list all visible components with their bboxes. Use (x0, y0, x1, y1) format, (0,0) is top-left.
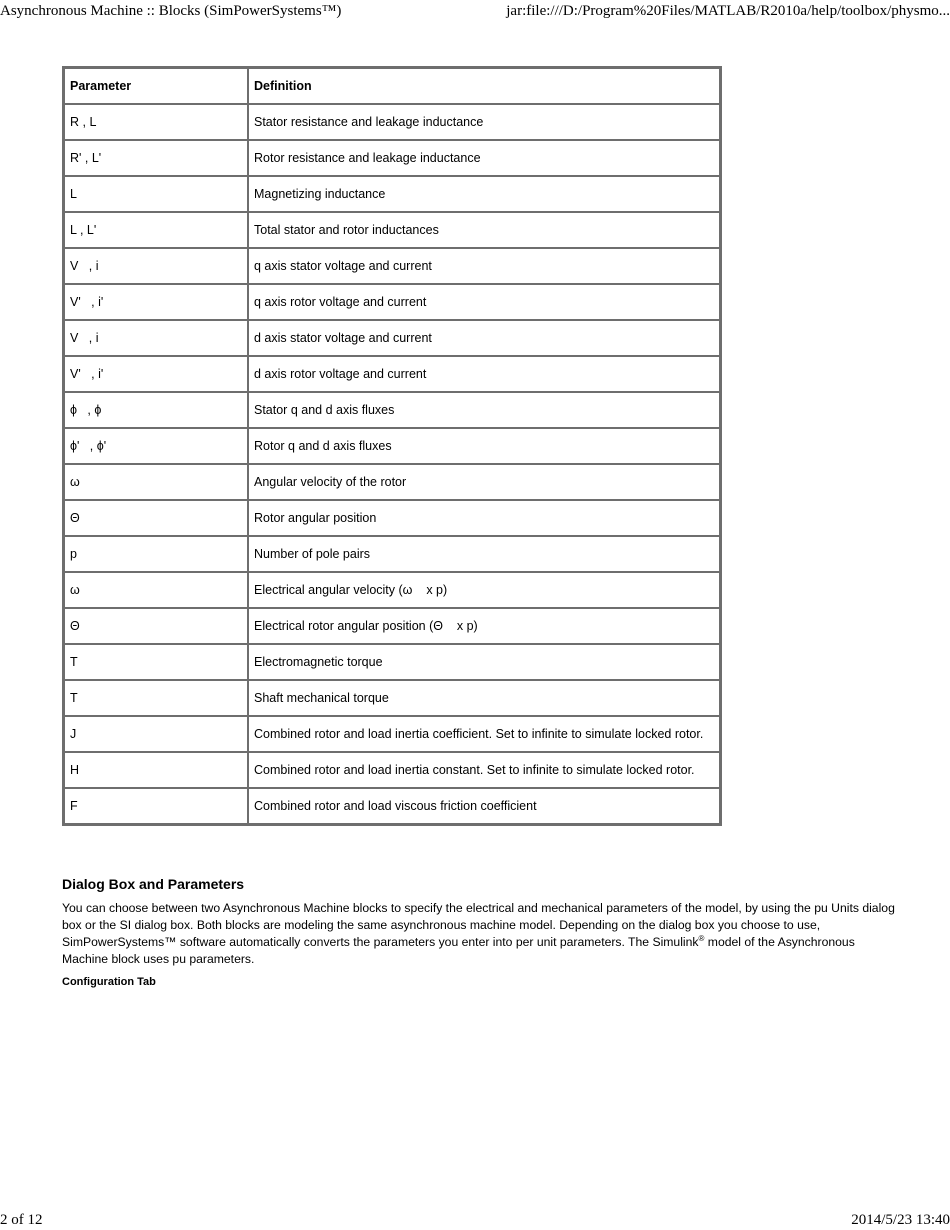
definition-cell: Rotor q and d axis fluxes (248, 428, 720, 464)
parameter-cell: R , L (64, 104, 248, 140)
parameter-cell: p (64, 536, 248, 572)
definition-cell: d axis rotor voltage and current (248, 356, 720, 392)
parameter-cell: R' , L' (64, 140, 248, 176)
parameter-cell: ϕ , ϕ (64, 392, 248, 428)
definition-cell: Rotor angular position (248, 500, 720, 536)
table-row (64, 248, 720, 284)
definition-cell: Shaft mechanical torque (248, 680, 720, 716)
parameter-cell: ϕ' , ϕ' (64, 428, 248, 464)
parameter-cell: T (64, 680, 248, 716)
print-footer (0, 1210, 950, 1230)
table-row (64, 680, 720, 716)
table-row (64, 392, 720, 428)
parameter-cell: ω (64, 572, 248, 608)
definition-cell: Total stator and rotor inductances (248, 212, 720, 248)
table-row (64, 320, 720, 356)
parameter-cell: V' , i' (64, 356, 248, 392)
column-header-parameter: Parameter (64, 68, 248, 104)
parameter-cell: J (64, 716, 248, 752)
paragraph-text-2: model of the Asynchronous Machine block uses pu parameters. (62, 935, 855, 966)
definition-cell: Magnetizing inductance (248, 176, 720, 212)
document-url: jar:file:///D:/Program%20Files/MATLAB/R2010a/help/toolbox/physmo... (506, 3, 950, 19)
definition-cell: Stator resistance and leakage inductance (248, 104, 720, 140)
parameter-cell: L (64, 176, 248, 212)
parameter-cell: V , i (64, 320, 248, 356)
parameter-cell: Θ (64, 500, 248, 536)
column-header-definition: Definition (248, 68, 720, 104)
parameter-cell: F (64, 788, 248, 824)
table-row (64, 752, 720, 788)
definition-cell: Stator q and d axis fluxes (248, 392, 720, 428)
subsection-heading: Configuration Tab (62, 976, 156, 988)
parameter-cell: H (64, 752, 248, 788)
table-row (64, 104, 720, 140)
parameter-cell: V , i (64, 248, 248, 284)
table-row (64, 356, 720, 392)
table-row (64, 572, 720, 608)
print-header (0, 0, 950, 22)
print-timestamp: 2014/5/23 13:40 (851, 1212, 950, 1228)
table-header-row (64, 68, 720, 104)
definition-cell: Combined rotor and load viscous friction coefficient (248, 788, 720, 824)
document-title: Asynchronous Machine :: Blocks (SimPowerSystems™) (0, 3, 342, 19)
definition-cell: q axis rotor voltage and current (248, 284, 720, 320)
definition-cell: Rotor resistance and leakage inductance (248, 140, 720, 176)
table-row (64, 140, 720, 176)
definition-cell: Combined rotor and load inertia coefficient. Set to infinite to simulate locked rotor. (248, 716, 720, 752)
table-row (64, 212, 720, 248)
parameter-cell: V' , i' (64, 284, 248, 320)
definition-cell: Electrical rotor angular position (Θ x p) (248, 608, 720, 644)
parameter-cell: L , L' (64, 212, 248, 248)
definition-cell: Combined rotor and load inertia constant. Set to infinite to simulate locked rotor. (248, 752, 720, 788)
table-row (64, 608, 720, 644)
definition-cell: Number of pole pairs (248, 536, 720, 572)
definition-cell: q axis stator voltage and current (248, 248, 720, 284)
definition-cell: d axis stator voltage and current (248, 320, 720, 356)
table-row (64, 464, 720, 500)
table-row (64, 788, 720, 824)
section-heading: Dialog Box and Parameters (62, 876, 245, 892)
table-row (64, 284, 720, 320)
table-row (64, 644, 720, 680)
parameter-cell: T (64, 644, 248, 680)
parameter-cell: ω (64, 464, 248, 500)
definition-cell: Angular velocity of the rotor (248, 464, 720, 500)
table-row (64, 428, 720, 464)
table-row (64, 500, 720, 536)
parameter-table (62, 66, 722, 826)
registered-mark: ® (698, 933, 705, 943)
table-row (64, 716, 720, 752)
paragraph-text-1: You can choose between two Asynchronous Machine blocks to specify the electrical and mechanical parameters of the model, by using the pu Units dialog box or the SI dialog box. Both blocks are modeling the same asynchronous machine model. Depending on the dialog box you choose to use, SimPowerSystems™ software automatically converts the parameters you enter into per unit parameters. The Simulink (62, 901, 895, 949)
page-number: 2 of 12 (0, 1212, 43, 1228)
section-paragraph (62, 900, 897, 968)
table-row (64, 176, 720, 212)
table-row (64, 536, 720, 572)
definition-cell: Electrical angular velocity (ω x p) (248, 572, 720, 608)
parameter-cell: Θ (64, 608, 248, 644)
definition-cell: Electromagnetic torque (248, 644, 720, 680)
